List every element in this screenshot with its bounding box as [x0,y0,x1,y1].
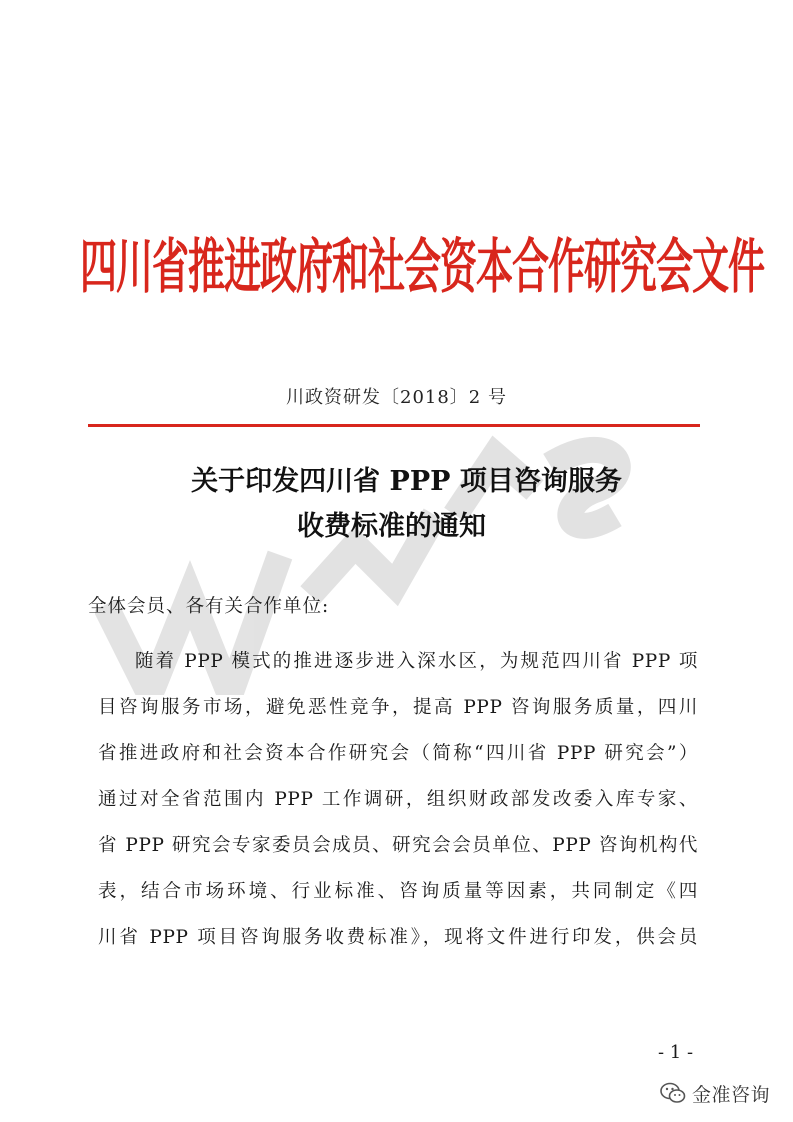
document-number: 川政资研发〔2018〕2 号 [286,387,507,408]
body-paragraph-line: 表，结合市场环境、行业标准、咨询质量等因素，共同制定《四 [98,881,698,902]
page-number: - 1 - [658,1042,694,1063]
notice-title-line2: 收费标准的通知 [297,511,486,542]
brand-name: 金准咨询 [692,1083,771,1106]
source-brand [660,1078,770,1108]
org-header-title: 四川省推进政府和社会资本合作研究会文件 [80,230,764,302]
notice-title-line1: 关于印发四川省 PPP 项目咨询服务 [191,466,622,497]
body-paragraph-line: 川省 PPP 项目咨询服务收费标准》，现将文件进行印发，供会员 [98,927,698,948]
body-paragraph-line: 通过对全省范围内 PPP 工作调研，组织财政部发改委入库专家、 [98,789,698,810]
wechat-icon [660,1082,686,1104]
salutation: 全体会员、各有关合作单位: [88,596,330,617]
red-divider-line [88,424,700,427]
body-paragraph-line: 随着 PPP 模式的推进逐步进入深水区，为规范四川省 PPP 项 [135,651,698,672]
body-paragraph-line: 目咨询服务市场，避免恶性竞争，提高 PPP 咨询服务质量，四川 [98,697,698,718]
body-paragraph-line: 省推进政府和社会资本合作研究会（简称“四川省 PPP 研究会”） [98,743,698,764]
body-paragraph-line: 省 PPP 研究会专家委员会成员、研究会会员单位、PPP 咨询机构代 [98,835,698,856]
